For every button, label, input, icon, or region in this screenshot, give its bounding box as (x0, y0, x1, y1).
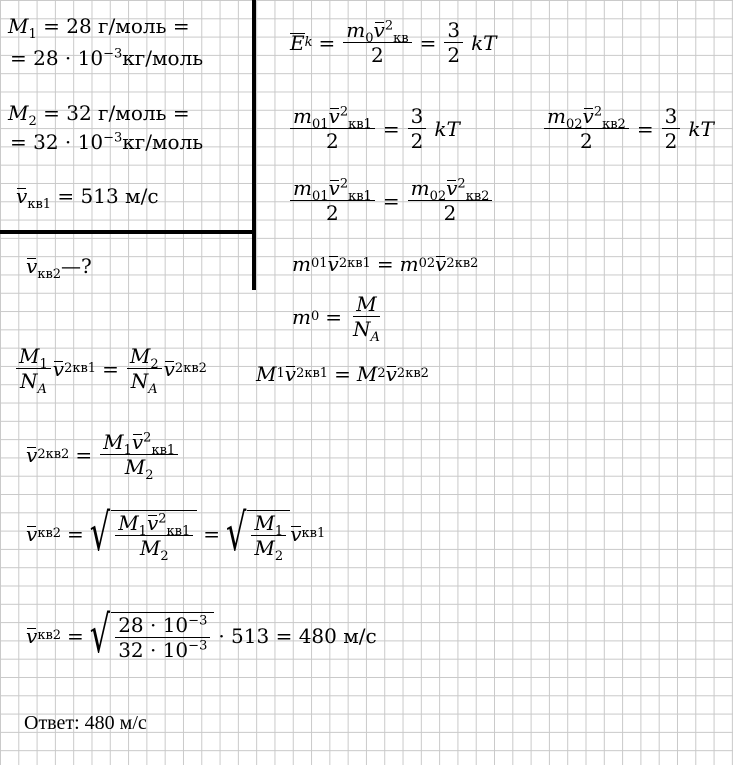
eq-v2-numeric: v кв2 = √ $\frac{28 \cdot 10^{-3}}{32 \cdot 10^{-3}}$ · 513 = 480 м/с (26, 604, 377, 665)
calc-result: · 513 = 480 м/с (218, 624, 377, 648)
given-m2: $M_2 = 32$ г/моль = (8, 101, 190, 129)
given-m1-line1: = 28 г/моль = (43, 14, 190, 38)
eq-v2-squared: v 2 кв2 = $\frac{M_1v^2_{кв1}}{M_2}$ (26, 432, 180, 477)
given-v1: $v_{кв1} = 513$ м/с (16, 184, 159, 212)
eq-molar-simplified: M 1 v 2 кв1 = M 2 v 2 кв2 (256, 362, 429, 386)
eq-mass-velocity: m 01 v 2 кв1 = m 02 v 2 кв2 (292, 252, 479, 276)
find-v2: $v_{кв2}—$? (26, 254, 92, 282)
answer-text: Ответ: 480 м/с (24, 712, 147, 734)
eq-molar-substitution: $\frac{M_1}{N_A}$ v 2 кв1 = $\frac{M_2}{N_A}$ v 2 кв2 (14, 346, 207, 391)
given-m2-si: = $32 \cdot 10^{-3}кг$/моль (10, 130, 204, 154)
divider-horizontal (0, 230, 254, 234)
given-m1-si: = $28 \cdot 10^{-3}кг$/моль (10, 46, 204, 70)
divider-vertical (252, 0, 256, 290)
eq-energy-gas1: $\frac{m_{01}v^2_{кв1}}{2}$ = $\frac{3}{2}$ kT (288, 106, 460, 151)
eq-kinetic-energy: E k = $\frac{m_0v^2_{кв}}{2}$ = $\frac{3}{2}$ kT (290, 18, 497, 67)
given-m1: $M_1 = 28$ г/моль = (8, 14, 190, 42)
eq-molecule-mass: m 0 = $\frac{M}{N_A}$ (292, 292, 380, 345)
eq-energy-gas2: $\frac{m_{02}v^2_{кв2}}{2}$ = $\frac{3}{2}$ kT (542, 106, 714, 151)
eq-v2-root: v кв2 = √ $\frac{M_1v^2_{кв1}}{M_2}$ = √ $\frac{M_1}{M_2}$ v кв1 (26, 502, 326, 564)
given-m2-line1: = 32 г/моль = (43, 101, 190, 125)
eq-energy-equal: $\frac{m_{01}v^2_{кв1}}{2}$ = $\frac{m_{02}v^2_{кв2}}{2}$ (288, 178, 494, 223)
